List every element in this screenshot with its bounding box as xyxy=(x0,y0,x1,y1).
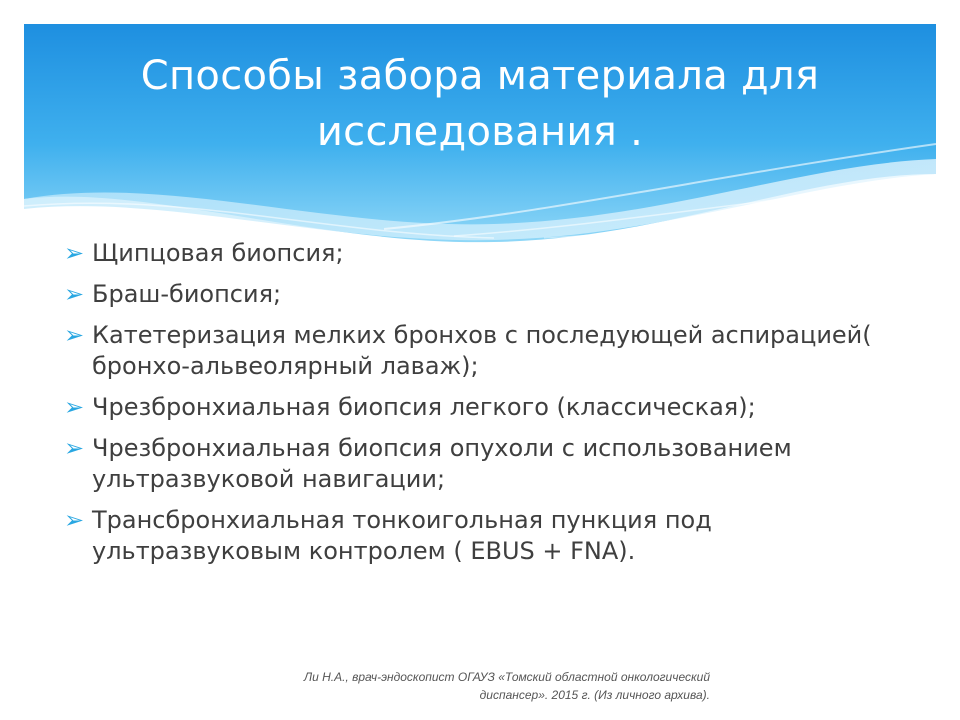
bullet-list xyxy=(62,238,902,577)
list-item xyxy=(62,433,902,495)
arrow-bullet-icon: ➢ xyxy=(64,434,85,462)
slide-title: Способы забора материала для исследования . xyxy=(140,53,820,155)
list-item xyxy=(62,505,902,567)
arrow-bullet-icon: ➢ xyxy=(64,239,85,267)
list-item-text: Трансбронхиальная тонкоигольная пункция под ультразвуковым контролем ( EBUS + FNA). xyxy=(92,506,712,565)
arrow-bullet-icon: ➢ xyxy=(64,321,85,349)
list-item xyxy=(62,238,902,269)
list-item-text: Катетеризация мелких бронхов с последующей аспирацией( бронхо-альвеолярный лаваж); xyxy=(92,321,872,380)
list-item-text: Чрезбронхиальная биопсия опухоли с использованием ультразвуковой навигации; xyxy=(92,434,792,493)
footnote-line: диспансер». 2015 г. (Из личного архива). xyxy=(479,688,710,702)
arrow-bullet-icon: ➢ xyxy=(64,393,85,421)
footnote xyxy=(150,668,710,704)
list-item xyxy=(62,320,902,382)
footnote-line: Ли Н.А., врач-эндоскопист ОГАУЗ «Томский областной онкологический xyxy=(303,670,710,684)
arrow-bullet-icon: ➢ xyxy=(64,280,85,308)
list-item xyxy=(62,279,902,310)
list-item-text: Щипцовая биопсия; xyxy=(92,239,344,267)
list-item-text: Браш-биопсия; xyxy=(92,280,282,308)
list-item xyxy=(62,392,902,423)
arrow-bullet-icon: ➢ xyxy=(64,506,85,534)
list-item-text: Чрезбронхиальная биопсия легкого (классическая); xyxy=(92,393,756,421)
